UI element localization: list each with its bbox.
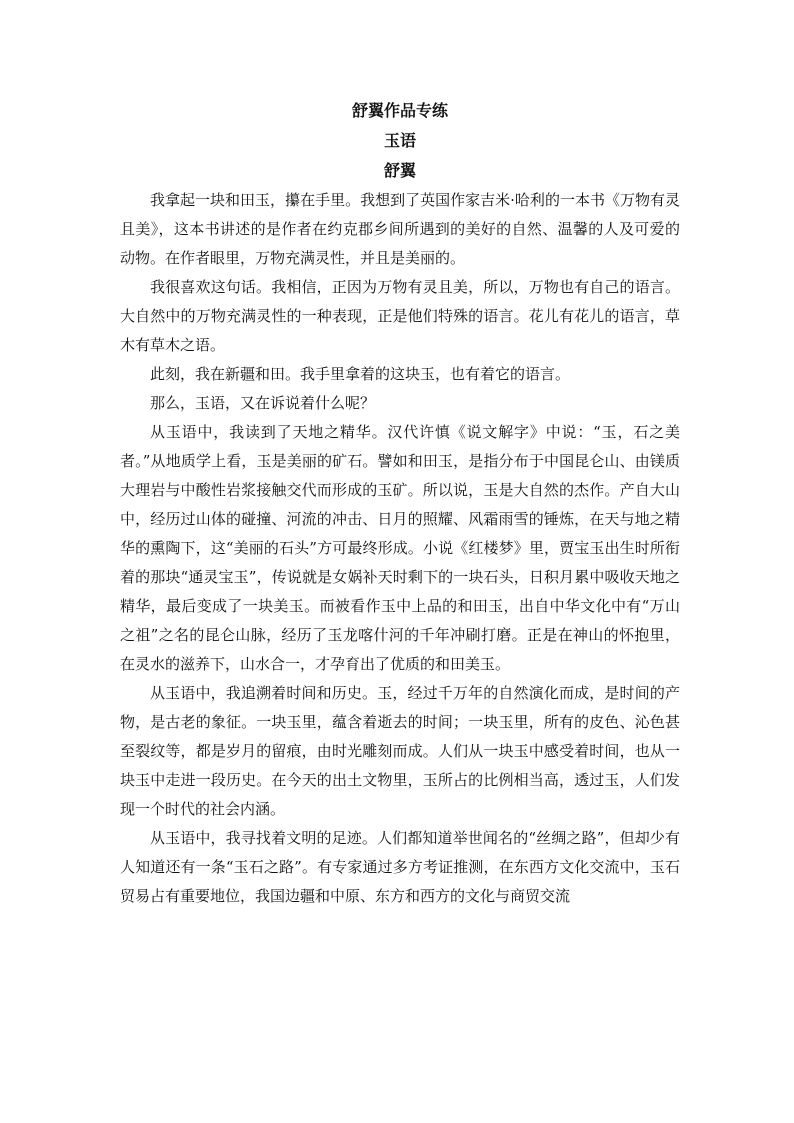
series-title: 舒翼作品专练 [351,101,448,120]
paragraph: 我拿起一块和田玉，攥在手里。我想到了英国作家吉米·哈利的一本书《万物有灵且美》，这本书讲述的是作者在约克郡乡间所遇到的美好的自然、温馨的人及可爱的动物。在作者眼里，万物充满灵性，并且是美丽的。 [120,191,680,267]
paragraph: 从玉语中，我读到了天地之精华。汉代许慎《说文解字》中说：“玉，石之美者。”从地质学上看，玉是美丽的矿石。譬如和田玉，是指分布于中国昆仑山、由镁质大理岩与中酸性岩浆接触交代而形成的玉矿。所以说，玉是大自然的杰作。产自大山中，经历过山体的碰撞、河流的冲击、日月的照耀、风霜雨雪的锤炼，在天与地之精华的熏陶下，这“美丽的石头”方可最终形成。小说《红楼梦》里，贾宝玉出生时所衔着的那块“通灵宝玉”，传说就是女娲补天时剩下的一块石头，日积月累中吸收天地之精华，最后变成了一块美玉。而被看作玉中上品的和田玉，出自中华文化中有“万山之祖”之名的昆仑山脉，经历了玉龙喀什河的千年冲刷打磨。正是在神山的怀抱里，在灵水的滋养下，山水合一，才孕育出了优质的和田美玉。 [120,423,680,673]
author-name: 舒翼 [383,161,416,180]
paragraph: 那么，玉语，又在诉说着什么呢？ [150,394,376,412]
article-title: 玉语 [383,131,416,150]
paragraph: 我很喜欢这句话。我相信，正因为万物有灵且美，所以，万物也有自己的语言。大自然中的万物充满灵性的一种表现，正是他们特殊的语言。花儿有花儿的语言，草木有草木之语。 [120,278,680,354]
paragraph: 此刻，我在新疆和田。我手里拿着的这块玉，也有着它的语言。 [150,365,571,383]
document-page [120,96,680,911]
paragraph: 从玉语中，我追溯着时间和历史。玉，经过千万年的自然演化而成，是时间的产物，是古老的象征。一块玉里，蕴含着逝去的时间；一块玉里，所有的皮色、沁色甚至裂纹等，都是岁月的留痕，由时光雕刻而成。人们从一块玉中感受着时间，也从一块玉中走进一段历史。在今天的出土文物里，玉所占的比例相当高，透过玉，人们发现一个时代的社会内涵。 [120,684,680,818]
paragraph: 从玉语中，我寻找着文明的足迹。人们都知道举世闻名的“丝绸之路”，但却少有人知道还有一条“玉石之路”。有专家通过多方考证推测，在东西方文化交流中，玉石贸易占有重要地位，我国边疆和中原、东方和西方的文化与商贸交流 [120,829,680,905]
